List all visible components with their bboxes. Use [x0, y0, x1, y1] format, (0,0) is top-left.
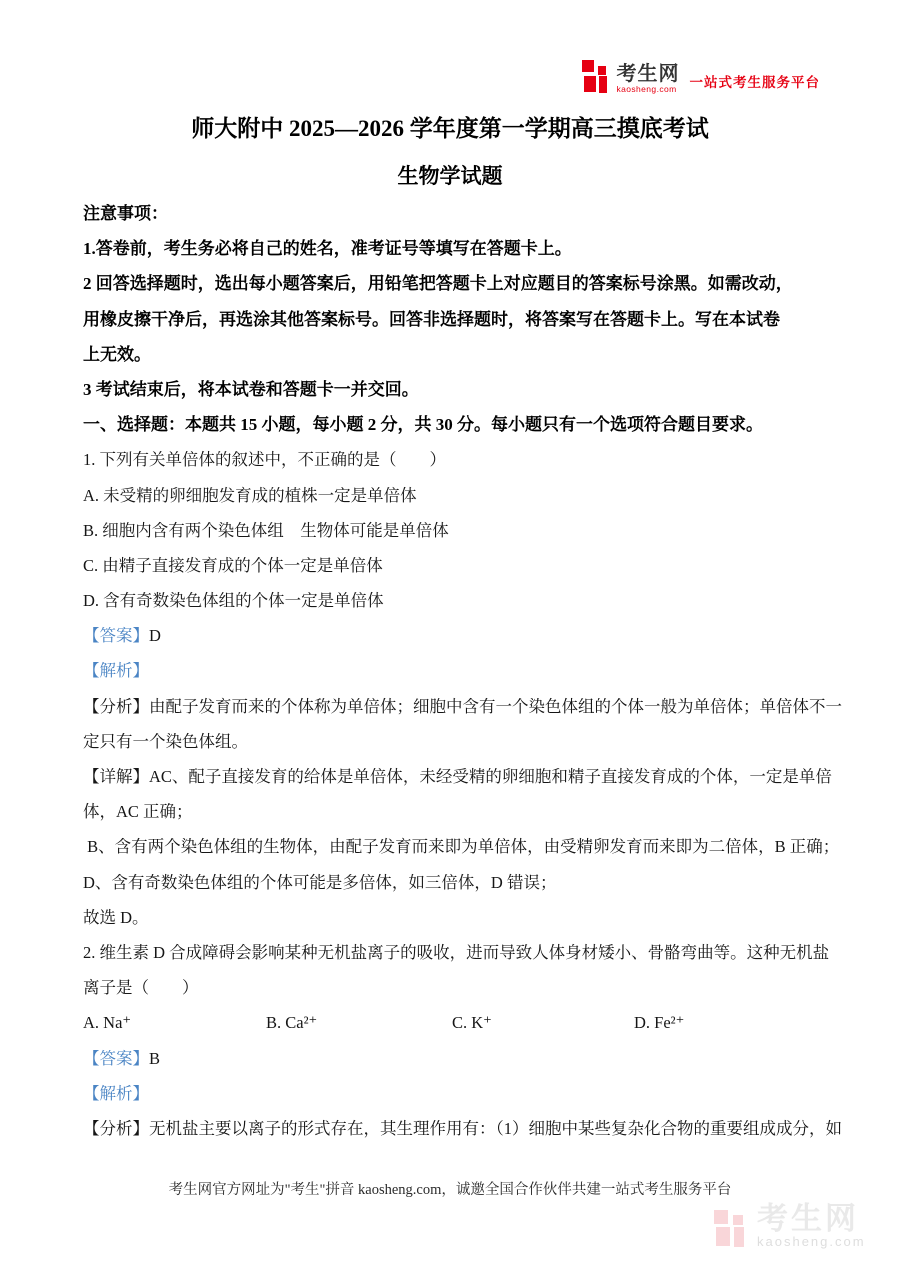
- q1-answer-value: D: [149, 626, 161, 646]
- q2-option-c: C. K⁺: [452, 1013, 492, 1033]
- q2-stem-line-1: 2. 维生素 D 合成障碍会影响某种无机盐离子的吸收，进而导致人体身材矮小、骨骼弯曲等。这种无机盐: [83, 942, 830, 962]
- section-1-heading: 一、选择题：本题共 15 小题，每小题 2 分，共 30 分。每小题只有一个选项符合题目要求。: [83, 415, 763, 435]
- q2-analysis-line-1: 【分析】无机盐主要以离子的形式存在，其生理作用有：（1）细胞中某些复杂化合物的重要组成成分，如: [83, 1118, 842, 1138]
- q1-option-d: D. 含有奇数染色体组的个体一定是单倍体: [83, 591, 384, 611]
- q1-answer-line: [83, 618, 862, 653]
- q2-explain-marker: 【解析】: [83, 1083, 149, 1103]
- logo-text-block: [617, 64, 680, 94]
- notice-item-2-line-3: 上无效。: [83, 344, 151, 364]
- notice-item-3: 3 考试结束后，将本试卷和答题卡一并交回。: [83, 379, 419, 399]
- site-logo: [582, 60, 821, 94]
- notice-item-2-line-2: 用橡皮擦干净后，再选涂其他答案标号。回答非选择题时，将答案写在答题卡上。写在本试卷: [83, 309, 780, 329]
- notice-heading: 注意事项：: [83, 204, 168, 223]
- q1-option-b: B. 细胞内含有两个染色体组 生物体可能是单倍体: [83, 520, 449, 540]
- q2-option-b: B. Ca²⁺: [266, 1013, 318, 1033]
- watermark-site-name: 考生网: [757, 1201, 859, 1236]
- q1-explain-marker: 【解析】: [83, 661, 149, 681]
- watermark: [714, 1201, 866, 1250]
- watermark-text-block: [757, 1201, 866, 1250]
- q1-detail-line-1: 【详解】AC、配子直接发育的给体是单倍体，未经受精的卵细胞和精子直接发育成的个体，一定是单倍: [83, 767, 832, 786]
- q2-answer-value: B: [149, 1048, 161, 1068]
- q1-detail-line-2: 体，AC 正确；: [83, 802, 193, 822]
- exam-body: [83, 196, 862, 1146]
- logo-site-name: 考生网: [616, 63, 680, 85]
- q2-answer-marker: 【答案】: [83, 1048, 149, 1068]
- watermark-site-domain: kaosheng.com: [757, 1234, 866, 1249]
- q1-detail-line-5: 故选 D。: [83, 907, 149, 927]
- logo-site-domain: kaosheng.com: [616, 84, 677, 94]
- q1-answer-marker: 【答案】: [83, 626, 149, 646]
- q2-option-a: A. Na⁺: [83, 1013, 132, 1033]
- q2-options-row: [83, 1005, 862, 1040]
- notice-item-1: 1.答卷前，考生务必将自己的姓名，准考证号等填写在答题卡上。: [83, 239, 572, 259]
- q2-explain-line: [83, 1076, 862, 1111]
- exam-title: 师大附中 2025—2026 学年度第一学期高三摸底考试: [191, 116, 709, 141]
- q1-detail-line-3: B、含有两个染色体组的生物体，由配子发育而来即为单倍体，由受精卵发育而来即为二倍体，B 正确；: [83, 837, 840, 857]
- q2-option-d: D. Fe²⁺: [634, 1013, 685, 1033]
- q1-detail-line-4: D、含有奇数染色体组的个体可能是多倍体，如三倍体，D 错误；: [83, 872, 557, 892]
- q2-stem-line-2: 离子是（ ）: [83, 978, 199, 998]
- q1-option-a: A. 未受精的卵细胞发育成的植株一定是单倍体: [83, 485, 417, 505]
- exam-subtitle: 生物学试题: [397, 164, 503, 188]
- watermark-logo-icon: [714, 1208, 750, 1250]
- q1-explain-line: [83, 653, 862, 688]
- q2-answer-line: [83, 1041, 862, 1076]
- kaosheng-logo-icon: [582, 60, 612, 94]
- q1-stem: 1. 下列有关单倍体的叙述中，不正确的是（ ）: [83, 450, 446, 470]
- logo-slogan: 一站式考生服务平台: [689, 75, 820, 90]
- q1-option-c: C. 由精子直接发育成的个体一定是单倍体: [83, 555, 383, 575]
- notice-item-2-line-1: 2 回答选择题时，选出每小题答案后，用铅笔把答题卡上对应题目的答案标号涂黑。如需改动，: [83, 274, 793, 294]
- q1-analysis-line-2: 定只有一个染色体组。: [83, 731, 248, 751]
- q1-analysis-line-1: 【分析】由配子发育而来的个体称为单倍体；细胞中含有一个染色体组的个体一般为单倍体；单倍体不一: [83, 696, 842, 716]
- footer-text: 考生网官方网址为"考生"拼音 kaosheng.com，诚邀全国合作伙伴共建一站式考生服务平台: [168, 1182, 732, 1198]
